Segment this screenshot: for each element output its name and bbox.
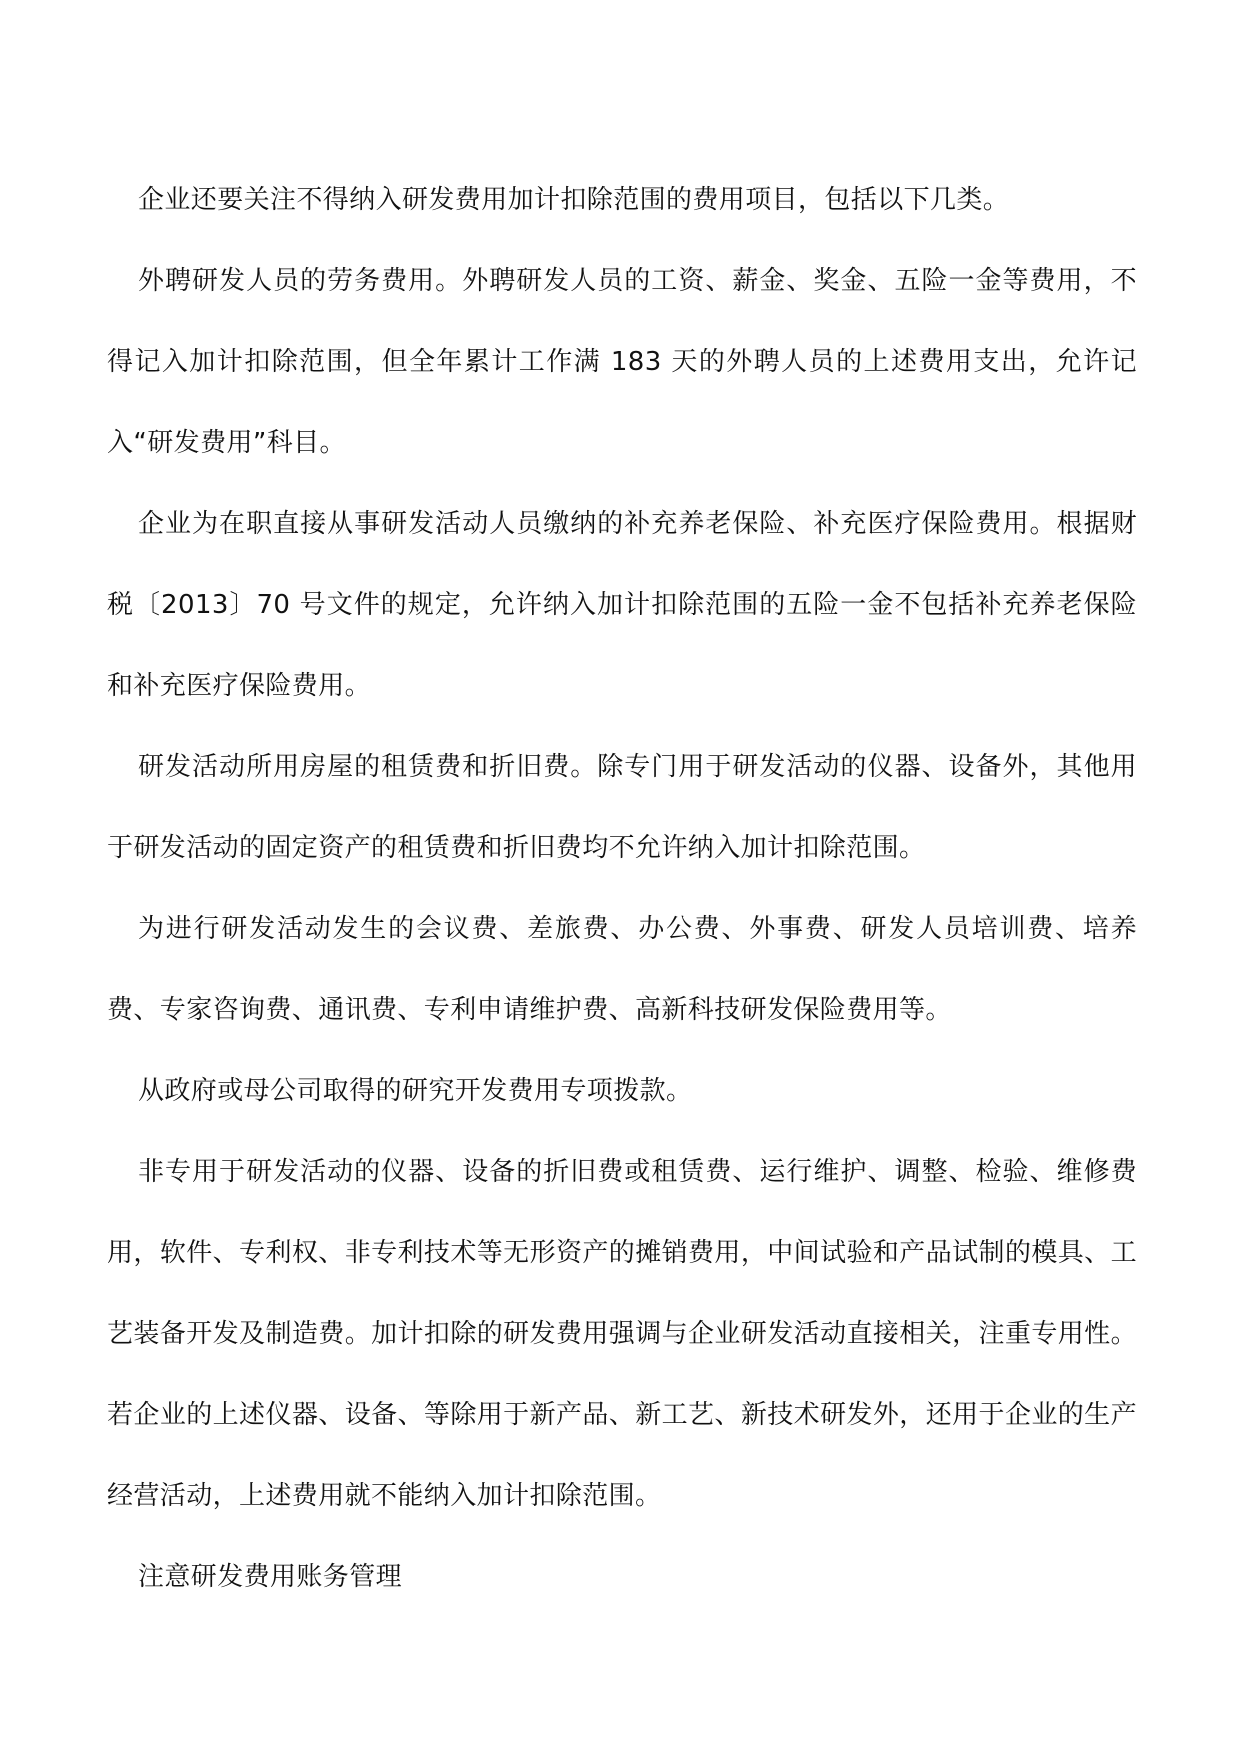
paragraph-non-dedicated-equipment: 非专用于研发活动的仪器、设备的折旧费或租赁费、运行维护、调整、检验、维修费用，软件、专利权、非专利技术等无形资产的摊销费用，中间试验和产品试制的模具、工艺装备开发及制造费。加计扣除的研发费用强调与企业研发活动直接相关，注重专用性。若企业的上述仪器、设备、等除用于新产品、新工艺、新技术研发外，还用于企业的生产经营活动，上述费用就不能纳入加计扣除范围。 (107, 1157, 1137, 1511)
paragraph-government-funding: 从政府或母公司取得的研究开发费用专项拨款。 (138, 1076, 693, 1106)
document-body (107, 160, 1137, 1618)
paragraph-meeting-travel-costs: 为进行研发活动发生的会议费、差旅费、办公费、外事费、研发人员培训费、培养费、专家咨询费、通讯费、专利申请维护费、高新科技研发保险费用等。 (107, 914, 1137, 1025)
paragraph-supplementary-insurance: 企业为在职直接从事研发活动人员缴纳的补充养老保险、补充医疗保险费用。根据财税〔2013〕70 号文件的规定，允许纳入加计扣除范围的五险一金不包括补充养老保险和补充医疗保险费用。 (107, 509, 1137, 701)
paragraph-excluded-items-intro: 企业还要关注不得纳入研发费用加计扣除范围的费用项目，包括以下几类。 (138, 185, 1010, 215)
section-heading-accounting: 注意研发费用账务管理 (138, 1562, 403, 1592)
paragraph-building-rent: 研发活动所用房屋的租赁费和折旧费。除专门用于研发活动的仪器、设备外，其他用于研发活动的固定资产的租赁费和折旧费均不允许纳入加计扣除范围。 (107, 752, 1137, 863)
paragraph-external-staff: 外聘研发人员的劳务费用。外聘研发人员的工资、薪金、奖金、五险一金等费用，不得记入加计扣除范围，但全年累计工作满 183 天的外聘人员的上述费用支出，允许记入“研发费用”科目。 (107, 266, 1137, 458)
